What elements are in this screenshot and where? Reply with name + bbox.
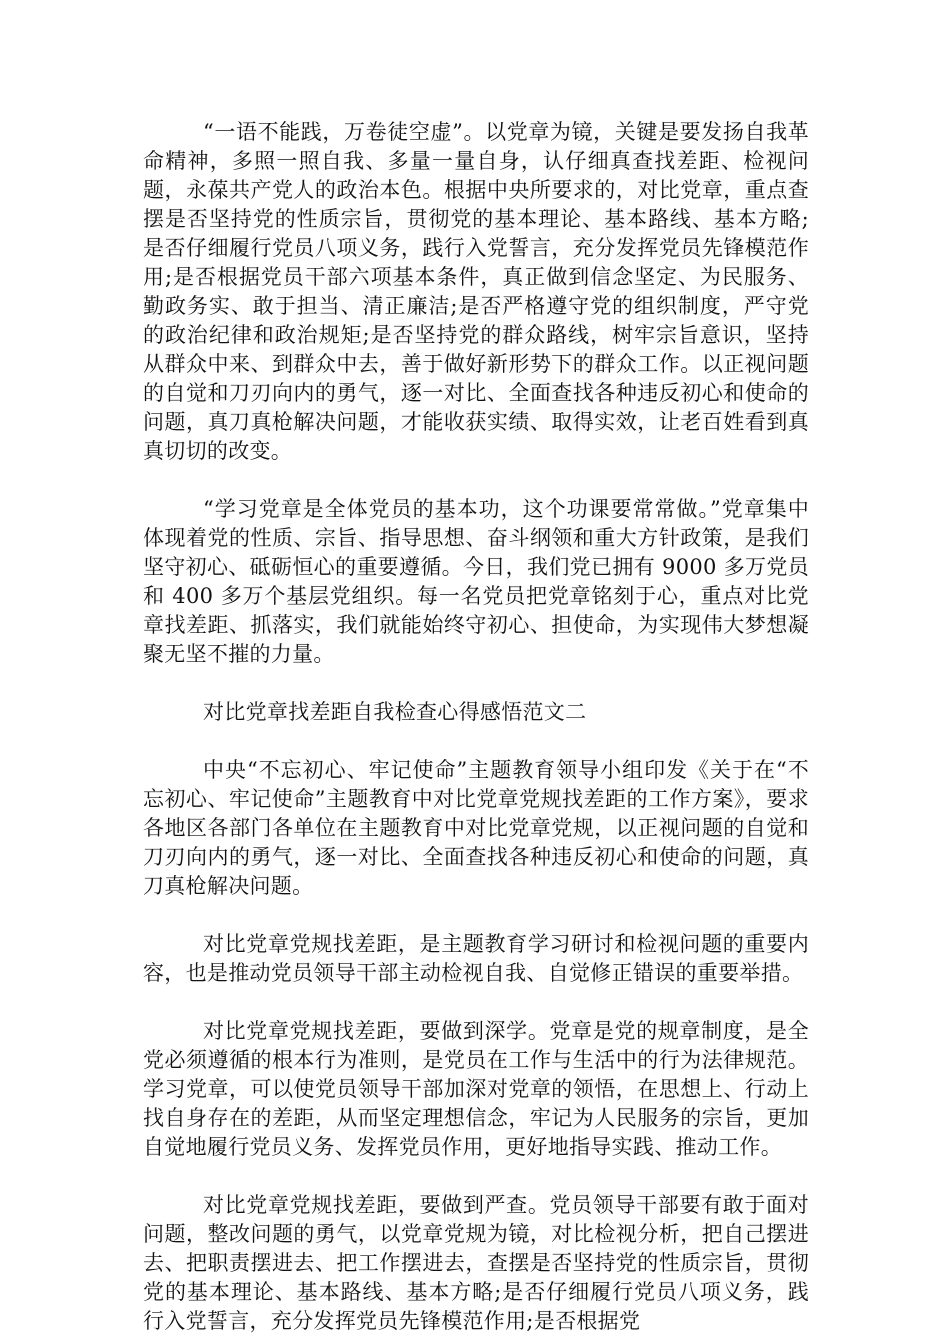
paragraph-6: 对比党章党规找差距，要做到严查。党员领导干部要有敢于面对问题，整改问题的勇气，以党章党规为镜，对比检视分析，把自己摆进去、把职责摆进去、把工作摆进去，查摆是否坚持党的性质宗旨，贯彻党的基本理论、基本路线、基本方略;是否仔细履行党员八项义务，践行入党誓言，充分发挥党员先锋模范作用;是否根据党	[143, 1193, 809, 1333]
paragraph-4: 对比党章党规找差距，是主题教育学习研讨和检视问题的重要内容，也是推动党员领导干部主动检视自我、自觉修正错误的重要举措。	[143, 932, 809, 985]
paragraph-5: 对比党章党规找差距，要做到深学。党章是党的规章制度，是全党必须遵循的根本行为准则，是党员在工作与生活中的行为法律规范。学习党章，可以使党员领导干部加深对党章的领悟，在思想上、行动上找自身存在的差距，从而坚定理想信念，牢记为人民服务的宗旨，更加自觉地履行党员义务、发挥党员作用，更好地指导实践、推动工作。	[143, 1019, 809, 1159]
section-heading: 对比党章找差距自我检查心得感悟范文二	[203, 700, 587, 724]
paragraph-3: 中央“不忘初心、牢记使命”主题教育领导小组印发《关于在“不忘初心、牢记使命”主题教育中对比党章党规找差距的工作方案》，要求各地区各部门各单位在主题教育中对比党章党规，以正视问题的自觉和刀刃向内的勇气，逐一对比、全面查找各种违反初心和使命的问题，真刀真枪解决问题。	[143, 758, 809, 898]
paragraph-1: “一语不能践，万卷徒空虚”。以党章为镜，关键是要发扬自我革命精神，多照一照自我、多量一量自身，认仔细真查找差距、检视问题，永葆共产党人的政治本色。根据中央所要求的，对比党章，重点查摆是否坚持党的性质宗旨，贯彻党的基本理论、基本路线、基本方略;是否仔细履行党员八项义务，践行入党誓言，充分发挥党员先锋模范作用;是否根据党员干部六项基本条件，真正做到信念坚定、为民服务、勤政务实、敢于担当、清正廉洁;是否严格遵守党的组织制度，严守党的政治纪律和政治规矩;是否坚持党的群众路线，树牢宗旨意识，坚持从群众中来、到群众中去，善于做好新形势下的群众工作。以正视问题的自觉和刀刃向内的勇气，逐一对比、全面查找各种违反初心和使命的问题，真刀真枪解决问题，才能收获实绩、取得实效，让老百姓看到真真切切的改变。	[143, 120, 809, 463]
document-page	[143, 118, 809, 1336]
paragraph-2: “学习党章是全体党员的基本功，这个功课要常常做。”党章集中体现着党的性质、宗旨、指导思想、奋斗纲领和重大方针政策，是我们坚守初心、砥砺恒心的重要遵循。今日，我们党已拥有 9000 多万党员和 400 多万个基层党组织。每一名党员把党章铭刻于心，重点对比党章找差距、抓落实，我们就能始终守初心、担使命，为实现伟大梦想凝聚无坚不摧的力量。	[143, 497, 809, 666]
